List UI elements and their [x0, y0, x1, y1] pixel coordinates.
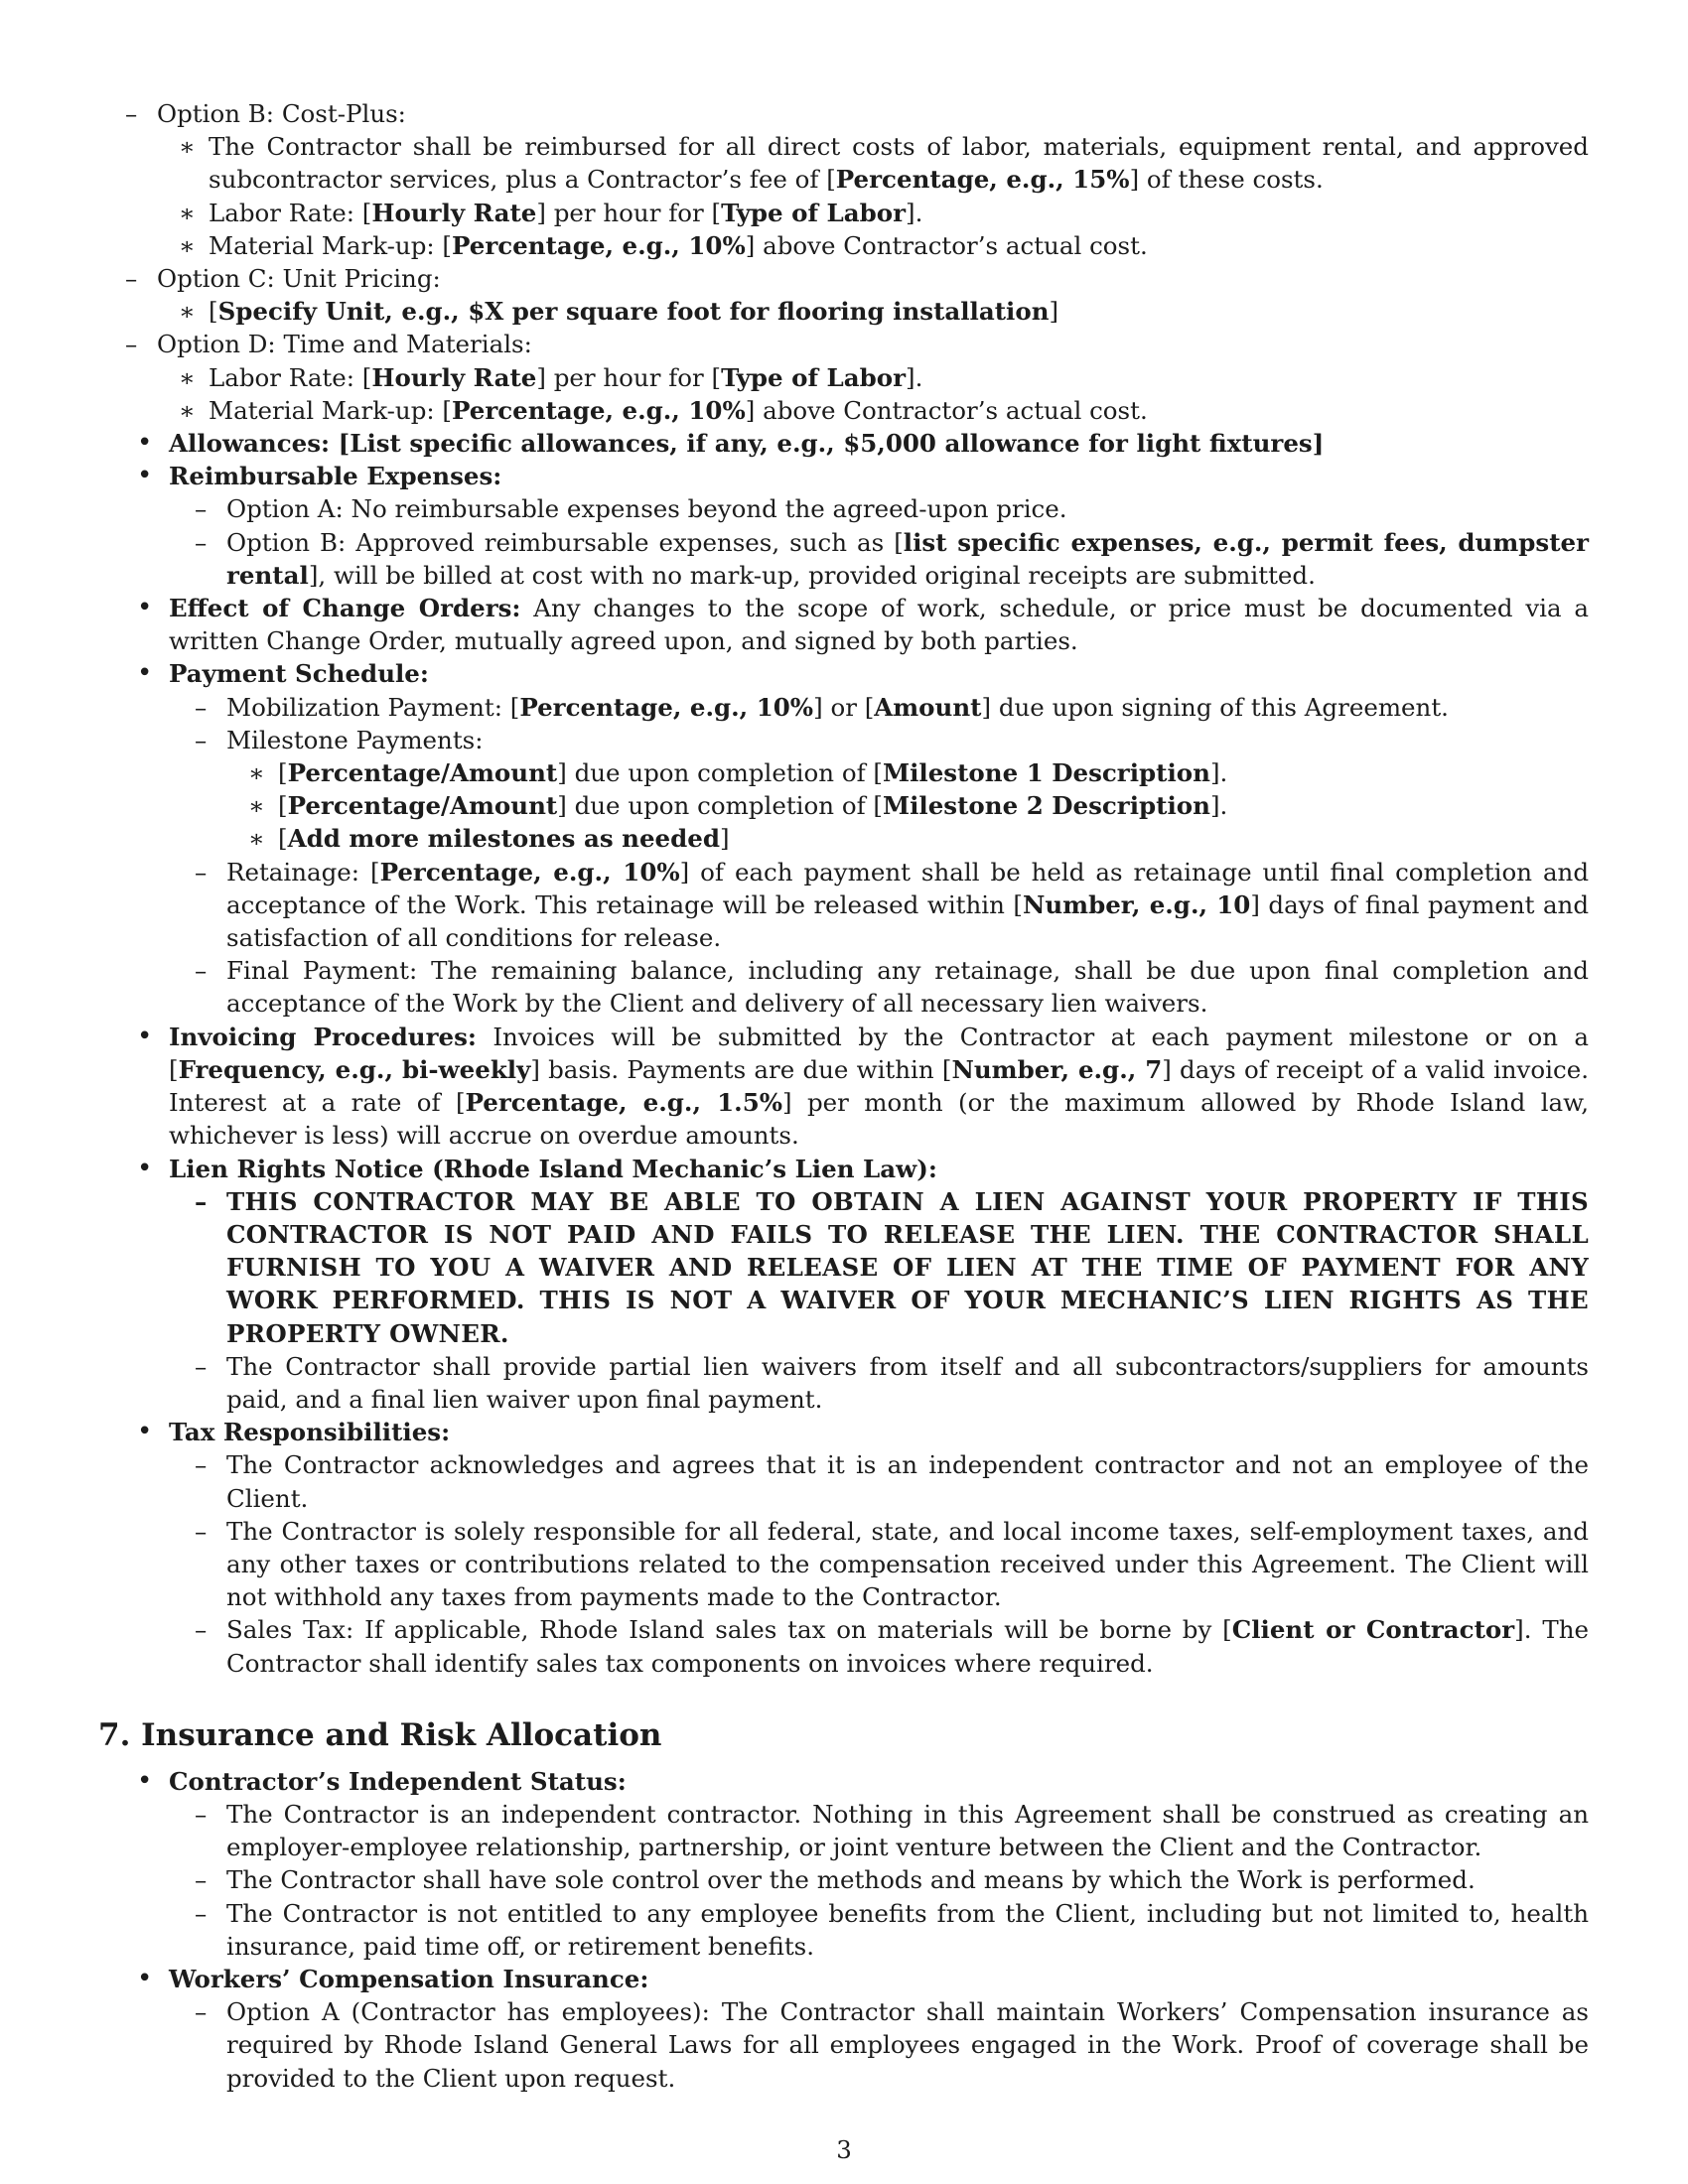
- tax-sublist: [169, 1448, 1589, 1679]
- option-d-labor-rate: [157, 361, 1589, 394]
- placeholder: Add more milestones as needed: [287, 824, 720, 854]
- placeholder: Percentage, e.g., 1.5%: [465, 1088, 783, 1118]
- milestone-1: [226, 756, 1589, 789]
- change-orders-item: [99, 592, 1589, 657]
- text: The Contractor shall be reimbursed for all direct costs of labor, materials, equipment rental, and approved subcontractor services, plus a Contractor’s fee of [: [209, 132, 1589, 195]
- placeholder: Percentage, e.g., 10%: [451, 395, 746, 425]
- lien-sublist: [169, 1185, 1589, 1416]
- reimbursable-option-b: [169, 526, 1589, 592]
- text: Material Mark-up: [: [209, 395, 452, 425]
- text: ] days of receipt of a valid invoice. Interest at a rate of [: [169, 1054, 1589, 1118]
- option-b-reimburse: [157, 130, 1589, 196]
- independent-status-item: [99, 1765, 1589, 1963]
- text: [: [278, 824, 288, 854]
- text: Material Mark-up: [: [209, 230, 452, 260]
- text: ] of these costs.: [1129, 165, 1324, 195]
- milestone-2: [226, 789, 1589, 822]
- tax-label: Tax Responsibilities:: [169, 1418, 451, 1447]
- option-b-item: [99, 97, 1589, 262]
- fee-option-list: [99, 97, 1589, 427]
- allowances-label: Allowances: [: [169, 429, 351, 459]
- tax-item-1: – The Contractor acknowledges and agrees that it is an independent contractor and not an employee of the Client.: [169, 1448, 1589, 1514]
- option-c-sublist: [157, 295, 1589, 328]
- text: ].: [906, 362, 923, 392]
- text: [: [209, 297, 218, 327]
- retainage: [169, 856, 1589, 955]
- lien-notice: – THIS CONTRACTOR MAY BE ABLE TO OBTAIN A LIEN AGAINST YOUR PROPERTY IF THIS CONTRACTOR IS NOT PAID AND FAILS TO RELEASE THE LIEN. THE CONTRACTOR SHALL FURNISH TO YOU A WAIVER AND RELEASE OF LIEN AT THE TIME OF PAYMENT FOR ANY WORK PERFORMED. THIS IS NOT A WAIVER OF YOUR MECHANIC’S LIEN RIGHTS AS THE PROPERTY OWNER.: [169, 1185, 1589, 1350]
- option-b-labor-rate: [157, 197, 1589, 229]
- placeholder: Percentage, e.g., 10%: [379, 857, 680, 887]
- workers-comp-label: Workers’ Compensation Insurance:: [169, 1964, 649, 1993]
- final-payment: – Final Payment: The remaining balance, including any retainage, shall be due upon final completion and acceptance of the Work by the Client and delivery of all necessary lien waivers.: [169, 954, 1589, 1020]
- option-d-item: [99, 328, 1589, 427]
- lien-item: [99, 1153, 1589, 1417]
- section-7-title: 7. Insurance and Risk Allocation: [98, 1716, 662, 1753]
- option-d-markup: [157, 394, 1589, 427]
- text: ].: [1209, 791, 1228, 821]
- text: ]. The Contractor shall identify sales tax components on invoices where required.: [226, 1615, 1589, 1678]
- text: Labor Rate: [: [209, 362, 372, 392]
- text: ] of each payment shall be held as retainage until final completion and acceptance of the Work. This retainage will be released within [: [226, 857, 1590, 919]
- text: ].: [1209, 758, 1228, 788]
- option-c-label: – Option C: Unit Pricing:: [157, 264, 441, 294]
- text: Invoices will be submitted by the Contractor at each payment milestone or on a [: [169, 1022, 1590, 1084]
- option-c-unit: [157, 295, 1589, 328]
- status-item-3: – The Contractor is not entitled to any employee benefits from the Client, including but not limited to, health insurance, paid time off, or retirement benefits.: [169, 1897, 1589, 1963]
- option-b-markup: [157, 229, 1589, 262]
- text: ] basis. Payments are due within [: [530, 1054, 952, 1084]
- change-orders-label: Effect of Change Orders:: [169, 594, 521, 623]
- placeholder: Type of Labor: [721, 362, 907, 392]
- placeholder: Percentage/Amount: [287, 791, 558, 821]
- text: ] above Contractor’s actual cost.: [745, 395, 1148, 425]
- payment-schedule-sublist: [169, 691, 1589, 1021]
- milestone-payments: [169, 724, 1589, 856]
- placeholder: Type of Labor: [721, 198, 907, 227]
- milestone-sublist: [226, 756, 1589, 856]
- mobilization-payment: [169, 691, 1589, 724]
- text: ]: [720, 824, 730, 854]
- option-b-sublist: [157, 130, 1589, 262]
- payment-schedule-label: Payment Schedule:: [169, 659, 429, 689]
- text: ] above Contractor’s actual cost.: [745, 230, 1148, 260]
- option-d-label: – Option D: Time and Materials:: [157, 330, 532, 359]
- text: ].: [906, 198, 923, 227]
- placeholder: Hourly Rate: [371, 198, 537, 227]
- section-7-list: [99, 1765, 1589, 2095]
- text: ] per hour for [: [536, 362, 722, 392]
- text: ]: [1049, 297, 1059, 327]
- text: ] days of final payment and satisfaction of all conditions for release.: [226, 889, 1590, 953]
- tax-item: [99, 1416, 1589, 1680]
- placeholder: Number, e.g., 10: [1022, 889, 1251, 919]
- option-b-label: – Option B: Cost-Plus:: [157, 99, 406, 128]
- text: Mobilization Payment: [: [226, 692, 520, 722]
- reimbursable-label: Reimbursable Expenses:: [169, 462, 502, 491]
- option-d-sublist: [157, 361, 1589, 427]
- reimbursable-item: [99, 460, 1589, 592]
- text: Any changes to the scope of work, schedule, or price must be documented via a written Change Order, mutually agreed upon, and signed by both parties.: [169, 594, 1589, 656]
- sales-tax: [169, 1613, 1589, 1679]
- placeholder: Amount: [874, 692, 982, 722]
- workers-comp-option-a: – Option A (Contractor has employees): The Contractor shall maintain Workers’ Compensation insurance as required by Rhode Island General Laws for all employees engaged in the Work. Proof of coverage shall be provided to the Client upon request.: [169, 1995, 1589, 2095]
- placeholder: Number, e.g., 7: [951, 1054, 1163, 1084]
- invoicing-item: [99, 1021, 1589, 1153]
- compensation-list: [99, 97, 1589, 1680]
- placeholder: Milestone 1 Description: [882, 758, 1210, 788]
- placeholder: list specific expenses, e.g., permit fees, dumpster rental: [226, 527, 1590, 590]
- text: ] due upon signing of this Agreement.: [981, 692, 1449, 722]
- milestone-label: – Milestone Payments:: [226, 725, 484, 754]
- text: ]: [1312, 429, 1325, 459]
- text: ] per month (or the maximum allowed by Rhode Island law, whichever is less) will accrue on overdue amounts.: [169, 1088, 1590, 1151]
- workers-comp-item: [99, 1963, 1589, 2095]
- placeholder: Milestone 2 Description: [882, 791, 1210, 821]
- placeholder: Specify Unit, e.g., $X per square foot for flooring installation: [217, 297, 1050, 327]
- payment-schedule-item: [99, 657, 1589, 1020]
- text: Retainage: [: [226, 857, 380, 887]
- text: [: [278, 791, 288, 821]
- workers-comp-sublist: [169, 1995, 1589, 2095]
- text: Option B: Approved reimbursable expenses, such as [: [226, 527, 904, 557]
- status-item-1: – The Contractor is an independent contractor. Nothing in this Agreement shall be construed as creating an employer-employee relationship, partnership, or joint venture between the Client and the Contractor.: [169, 1798, 1589, 1863]
- page-number: 3: [836, 2135, 852, 2164]
- placeholder: Percentage, e.g., 15%: [835, 165, 1130, 195]
- placeholder: Percentage/Amount: [287, 758, 558, 788]
- lien-label: Lien Rights Notice (Rhode Island Mechanic’s Lien Law):: [169, 1154, 937, 1183]
- allowances-item: [99, 427, 1589, 460]
- independent-status-sublist: [169, 1798, 1589, 1963]
- text: ] or [: [813, 692, 875, 722]
- status-item-2: – The Contractor shall have sole control over the methods and means by which the Work is performed.: [169, 1863, 1589, 1896]
- reimbursable-sublist: [169, 492, 1589, 592]
- lien-waivers: – The Contractor shall provide partial lien waivers from itself and all subcontractors/suppliers for amounts paid, and a final lien waiver upon final payment.: [169, 1350, 1589, 1416]
- placeholder: Hourly Rate: [371, 362, 537, 392]
- placeholder: Percentage, e.g., 10%: [519, 692, 814, 722]
- placeholder: Client or Contractor: [1231, 1615, 1515, 1645]
- invoicing-label: Invoicing Procedures:: [169, 1022, 477, 1051]
- fee-options-continued: [99, 97, 1589, 427]
- text: [: [278, 758, 288, 788]
- milestone-more: [226, 822, 1589, 855]
- option-c-item: [99, 262, 1589, 328]
- independent-status-label: Contractor’s Independent Status:: [169, 1766, 627, 1796]
- reimbursable-option-a: – Option A: No reimbursable expenses beyond the agreed-upon price.: [169, 492, 1589, 525]
- text: ], will be billed at cost with no mark-up, provided original receipts are submitted.: [308, 560, 1316, 590]
- text: ] due upon completion of [: [557, 791, 883, 821]
- text: ] due upon completion of [: [557, 758, 883, 788]
- text: Labor Rate: [: [209, 198, 372, 227]
- page-content: [99, 97, 1589, 2095]
- text: ] per hour for [: [536, 198, 722, 227]
- placeholder: Frequency, e.g., bi-weekly: [178, 1054, 531, 1084]
- tax-item-2: – The Contractor is solely responsible for all federal, state, and local income taxes, self-employment taxes, and any other taxes or contributions related to the compensation received under this Agreement. The Client will not withhold any taxes from payments made to the Contractor.: [169, 1515, 1589, 1614]
- placeholder: List specific allowances, if any, e.g., $5,000 allowance for light fixtures: [350, 429, 1313, 459]
- text: Sales Tax: If applicable, Rhode Island sales tax on materials will be borne by [: [226, 1615, 1232, 1645]
- placeholder: Percentage, e.g., 10%: [451, 230, 746, 260]
